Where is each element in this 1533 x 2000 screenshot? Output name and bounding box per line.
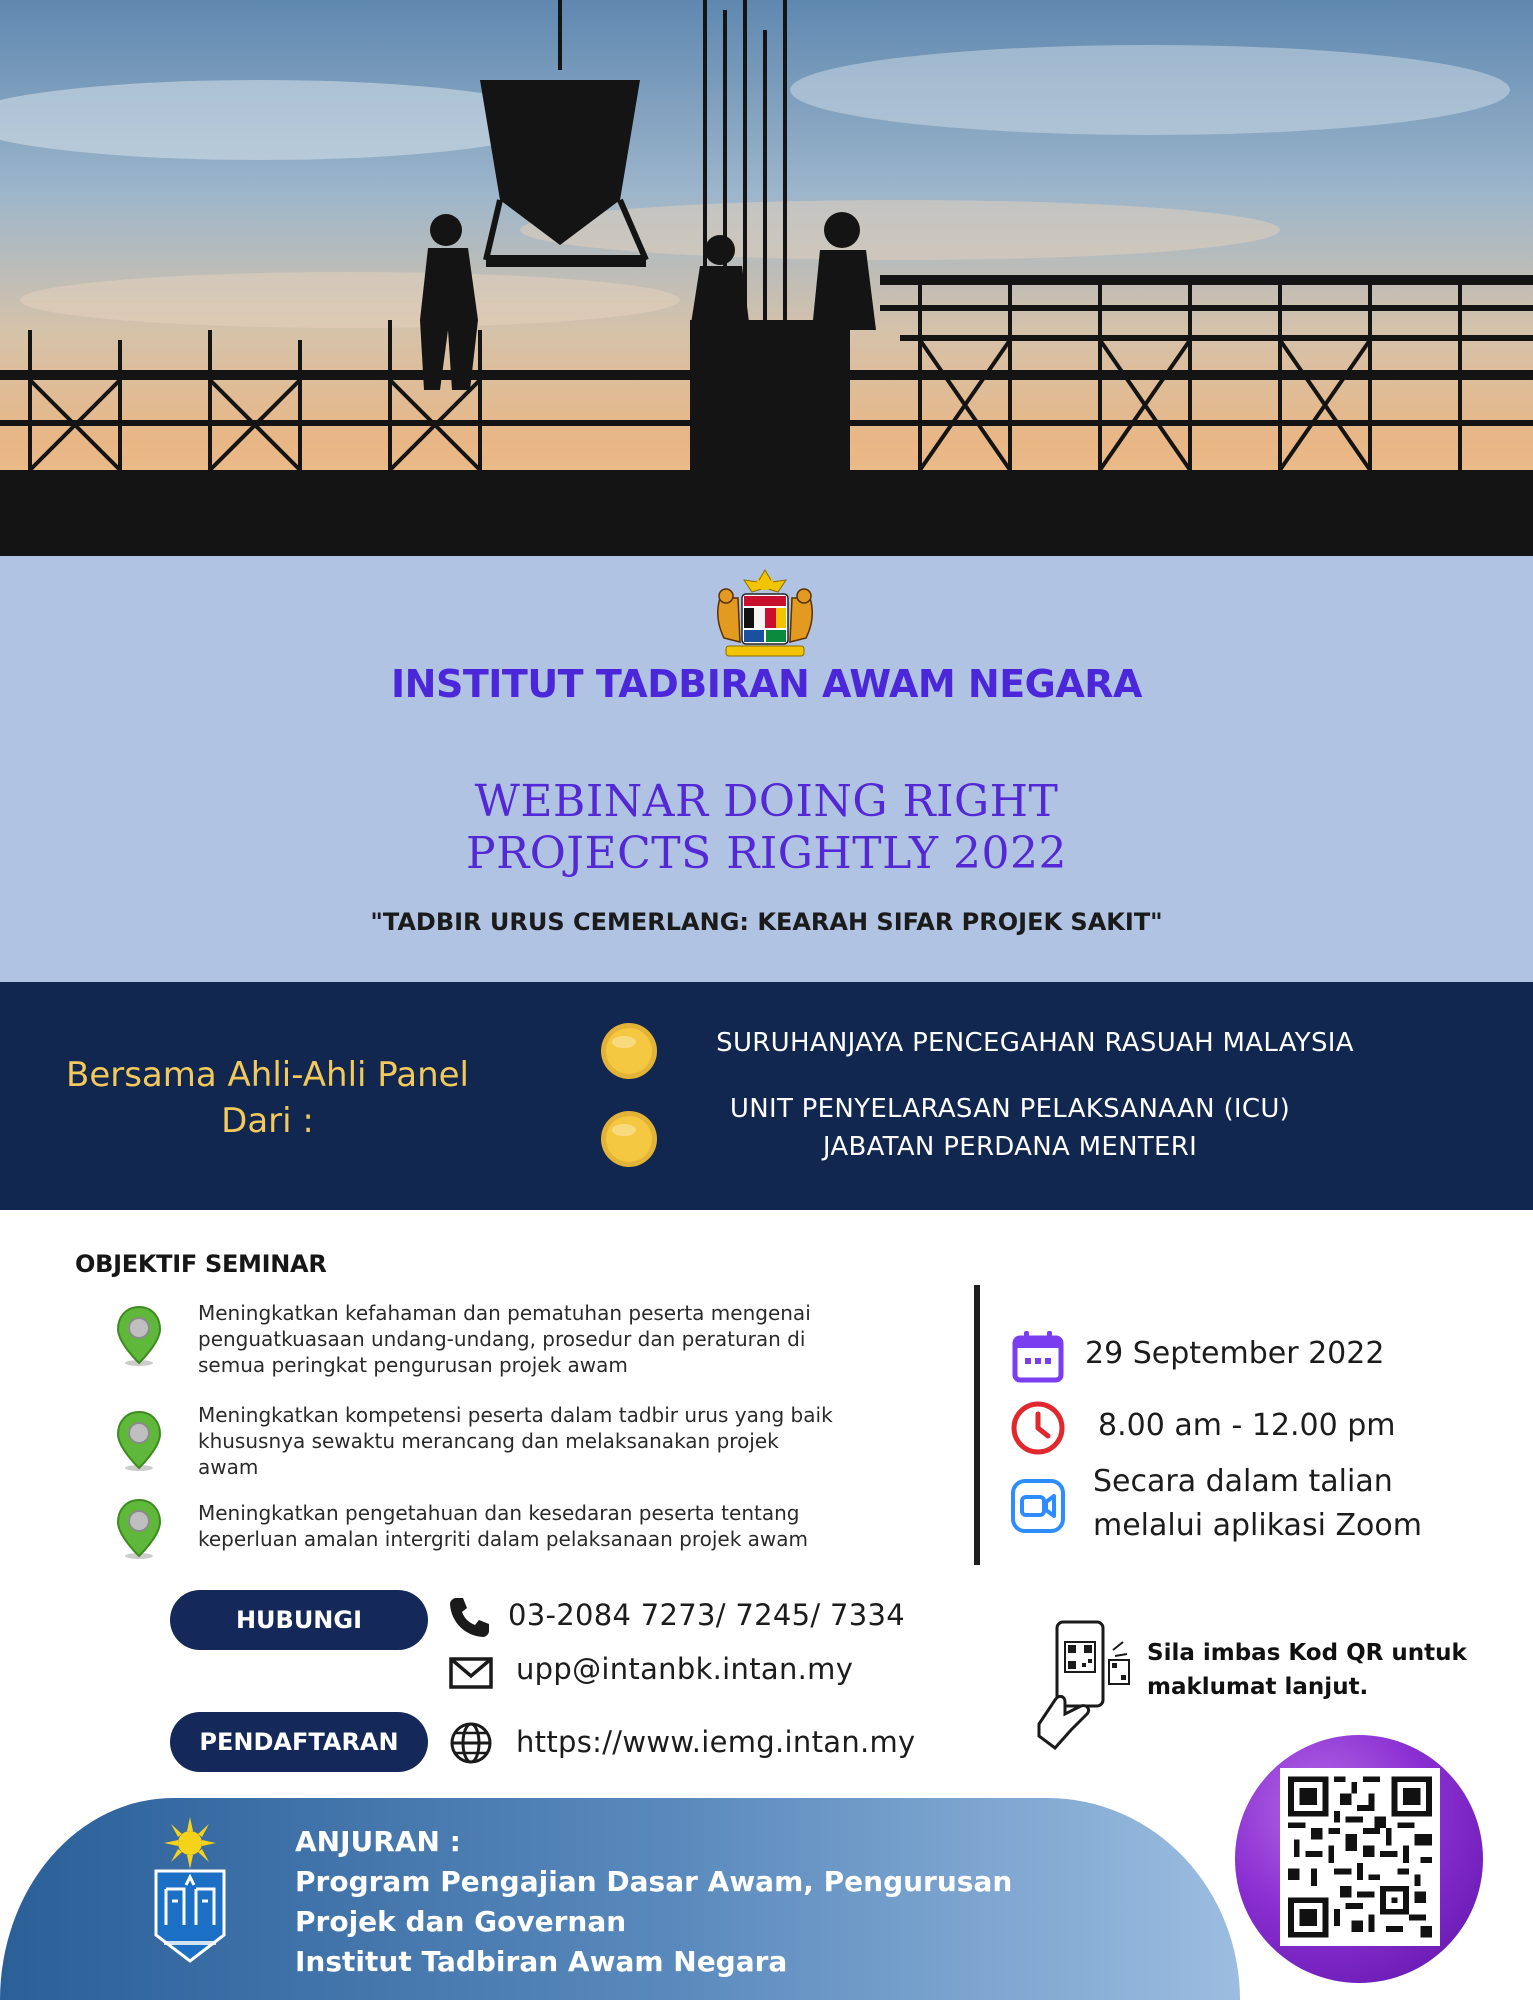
- panel-lead-line1: Bersama Ahli-Ahli Panel: [66, 1055, 469, 1095]
- objective-2-line3: awam: [198, 1455, 259, 1479]
- location-pin-icon: [115, 1305, 163, 1367]
- objective-item-3: [198, 1500, 868, 1552]
- objective-item-1: [198, 1300, 868, 1378]
- objective-2-line2: khususnya sewaktu merancang dan melaksanakan projek: [198, 1429, 779, 1453]
- scan-qr-instruction: [1147, 1636, 1507, 1704]
- event-venue: [1093, 1460, 1422, 1548]
- objective-1-line1: Meningkatkan kefahaman dan pematuhan peserta mengenai: [198, 1301, 811, 1325]
- construction-site-photo: [0, 0, 1533, 556]
- details-divider: [974, 1285, 980, 1565]
- malaysia-coat-of-arms-icon: [710, 568, 820, 660]
- panelists-band: [0, 982, 1533, 1210]
- location-pin-icon: [115, 1498, 163, 1560]
- panelist-org-2-line1: UNIT PENYELARASAN PELAKSANAAN (ICU): [729, 1094, 1291, 1124]
- pendaftaran-label: PENDAFTARAN: [170, 1712, 428, 1772]
- phone-scan-qr-icon: [1035, 1620, 1131, 1750]
- title-band: [0, 556, 1533, 982]
- globe-icon: [448, 1720, 494, 1766]
- intan-logo-icon: [150, 1815, 230, 1965]
- panelist-org-2-line2: JABATAN PERDANA MENTERI: [822, 1132, 1198, 1162]
- event-time: 8.00 am - 12.00 pm: [1098, 1408, 1396, 1443]
- calendar-icon: [1010, 1328, 1066, 1384]
- gold-coin-icon: [600, 1022, 658, 1080]
- objective-3-line2: keperluan amalan intergriti dalam pelaksanaan projek awam: [198, 1527, 808, 1551]
- objective-2-line1: Meningkatkan kompetensi peserta dalam tadbir urus yang baik: [198, 1403, 833, 1427]
- organiser-text: [295, 1822, 1195, 1982]
- objective-1-line3: semua peringkat pengurusan projek awam: [198, 1353, 628, 1377]
- event-date: 29 September 2022: [1085, 1336, 1385, 1371]
- webinar-title-line1: WEBINAR DOING RIGHT: [474, 776, 1059, 827]
- webinar-title: [0, 776, 1533, 880]
- webinar-tagline: "TADBIR URUS CEMERLANG: KEARAH SIFAR PROJEK SAKIT": [370, 908, 1163, 936]
- panelist-org-1: SURUHANJAYA PENCEGAHAN RASUAH MALAYSIA: [716, 1028, 1354, 1058]
- panelist-org-2: [660, 1090, 1360, 1166]
- qr-code[interactable]: [1280, 1768, 1440, 1946]
- location-pin-icon: [115, 1410, 163, 1472]
- hubungi-label: HUBUNGI: [170, 1590, 428, 1650]
- registration-website[interactable]: https://www.iemg.intan.my: [516, 1725, 916, 1759]
- organiser-line3: Institut Tadbiran Awam Negara: [295, 1945, 788, 1978]
- objective-3-line1: Meningkatkan pengetahuan dan kesedaran peserta tentang: [198, 1501, 800, 1525]
- objective-1-line2: penguatkuasaan undang-undang, prosedur dan peraturan di: [198, 1327, 806, 1351]
- gold-coin-icon: [600, 1110, 658, 1168]
- hero-construction-photo: [0, 0, 1533, 556]
- objective-item-2: [198, 1402, 868, 1480]
- panel-lead-line2: Dari :: [221, 1101, 314, 1141]
- organiser-line2: Projek dan Governan: [295, 1905, 627, 1938]
- scan-qr-line2: maklumat lanjut.: [1147, 1674, 1369, 1700]
- scan-qr-line1: Sila imbas Kod QR untuk: [1147, 1640, 1467, 1666]
- email-icon: [448, 1650, 494, 1696]
- panel-lead-text: [0, 1052, 535, 1144]
- event-venue-line2: melalui aplikasi Zoom: [1093, 1508, 1422, 1543]
- event-venue-line1: Secara dalam talian: [1093, 1464, 1393, 1499]
- objectives-heading: OBJEKTIF SEMINAR: [75, 1250, 327, 1278]
- organiser-label: ANJURAN :: [295, 1825, 461, 1858]
- qr-code-icon: [1288, 1776, 1432, 1938]
- contact-email[interactable]: upp@intanbk.intan.my: [516, 1652, 854, 1686]
- contact-phone: 03-2084 7273/ 7245/ 7334: [508, 1598, 905, 1632]
- organiser-line1: Program Pengajian Dasar Awam, Pengurusan: [295, 1865, 1013, 1898]
- organization-title: INSTITUT TADBIRAN AWAM NEGARA: [391, 662, 1142, 706]
- clock-icon: [1010, 1400, 1066, 1456]
- phone-icon: [446, 1594, 492, 1640]
- zoom-video-icon: [1010, 1478, 1066, 1534]
- webinar-title-line2: PROJECTS RIGHTLY 2022: [466, 828, 1067, 879]
